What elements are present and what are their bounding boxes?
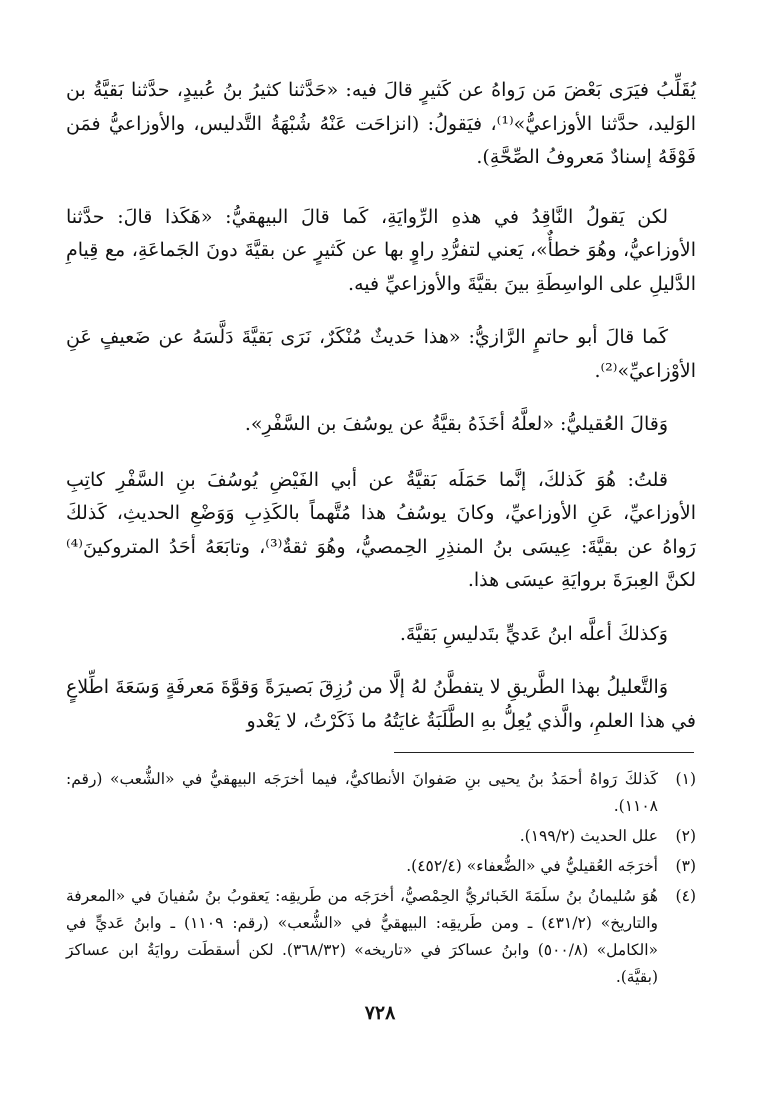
footnotes: [66, 766, 696, 994]
paragraph-2: لكن يَقولُ النَّاقِدُ في هذهِ الرِّوايَةِ، كَما قالَ البيهقيُّ: «هَكَذا قالَ: حدَّثنا الأوزاعيُّ، وهُوَ خطأٌ»، يَعني لتفرُّدِ راوٍ بها عن كَثيرٍ عن بقيَّةَ دونَ الجَماعَةِ، مع قِيامِ الدَّليلِ على الواسِطَةِ بينَ بقيَّةَ والأوزاعيِّ فيه.: [66, 205, 696, 295]
paragraph-1: يُقَلِّبُ فيَرَى بَعْضَ مَن رَواهُ عن كَثيرٍ قالَ فيه: «حَدَّثنا كثيرُ بنُ عُبيدٍ، حدَّثنا بَقيَّةُ بن الوَليد، حدَّثنا الأوزاعيُّ»⁽¹⁾، فيَقولُ: (انزاحَت عَنْهُ شُبْهَةُ التَّدليس، والأوزاعيُّ فمَن فَوْقَهُ إسنادٌ مَعروفُ الصِّحَّةِ).: [66, 79, 696, 168]
footnote-4: [66, 883, 696, 991]
footnote-2: [66, 823, 696, 850]
paragraph-3: كَما قالَ أبو حاتمٍ الرَّازيُّ: «هذا حَديثٌ مُنْكَرٌ، نَرَى بَقيَّةَ دَلَّسَهُ عن ضَعيفٍ عَنِ الأوْزاعيِّ»⁽²⁾.: [66, 326, 696, 382]
page-number: ٧٢٨: [364, 1002, 396, 1024]
footnote-number: (٣): [675, 857, 696, 875]
footnote-text: أخرَجَه العُقيليُّ في «الضُّعفاء» (٤٥٢/٤).: [406, 857, 658, 875]
paragraph-6: وَكذلكَ أعلَّه ابنُ عَديٍّ بتَدليسِ بَقيَّةَ.: [399, 622, 668, 645]
main-text: [66, 74, 696, 738]
footnote-text: هُوَ سُليمانُ بنُ سلَمَةَ الخَبائريُّ الحِمْصيُّ، أخرَجَه من طَريقِه: يَعقوبُ بنُ سُفيانَ في «المعرفة والتاريخ» (٤٣١/٢) ـ ومن طَريقِه: البيهقيُّ في «الشُّعب» (رقم: ١١٠٩) ـ وابنُ عَديٍّ في «الكامل» (٥٠٠/٨) وابنُ عساكرَ في «تاريخه» (٣٦٨/٣٢). لكن أسقطَت روايَةُ ابن عساكرَ (بقيَّة).: [66, 887, 659, 986]
paragraph-4: وَقالَ العُقيليُّ: «لعلَّهُ أخَذَهُ بقيَّةُ عن يوسُفَ بن السَّفْرِ».: [244, 413, 668, 435]
footnote-number: (١): [675, 770, 696, 788]
footnote-number: (٢): [675, 827, 696, 845]
footnote-number: (٤): [675, 887, 696, 905]
footnote-text: علل الحديث (١٩٩/٢).: [519, 827, 658, 845]
paragraph-5: قلتُ: هُوَ كَذلكَ، إنَّما حَمَلَه بَقيَّةُ عن أبي الفَيْضِ يُوسُفَ بنِ السَّفْرِ كاتِبِ الأوزاعيِّ، عَنِ الأوزاعيِّ، وكانَ يوسُفُ هذا مُتَّهماً بالكَذِبِ وَوَضْعِ الحديثِ، كَذلكَ رَواهُ عن بقيَّةَ: عِيسَى بنُ المنذِرِ الحِمصيُّ، وهُوَ ثقةٌ⁽³⁾، وتابَعَهُ أحَدُ المتروكينَ⁽⁴⁾ لكنَّ العِبرَةَ بروايَةِ عيسَى هذا.: [66, 468, 696, 591]
footnote-text: كَذلكَ رَواهُ أحمَدُ بنُ يحيى بنِ صَفوانَ الأنطاكيُّ، فيما أخرَجَه البيهقيُّ في «الشُّعب» (رقم: ١١٠٨).: [66, 770, 658, 815]
footnote-1: [66, 766, 696, 820]
footnote-divider: [394, 752, 694, 753]
footnote-3: [66, 853, 696, 880]
paragraph-7: وَالتَّعليلُ بهذا الطَّريقِ لا يتفطَّنُ لهُ إلَّا من رُزِقَ بَصيرَةً وَقوَّةَ مَعرفَةٍ وَسَعَةَ اطِّلاعٍ في هذا العلمِ، والَّذي يُعِلُّ بهِ الطَّلَبَةُ غايَتُهُ ما ذَكَرْتُ، لا يَعْدو: [66, 676, 696, 732]
